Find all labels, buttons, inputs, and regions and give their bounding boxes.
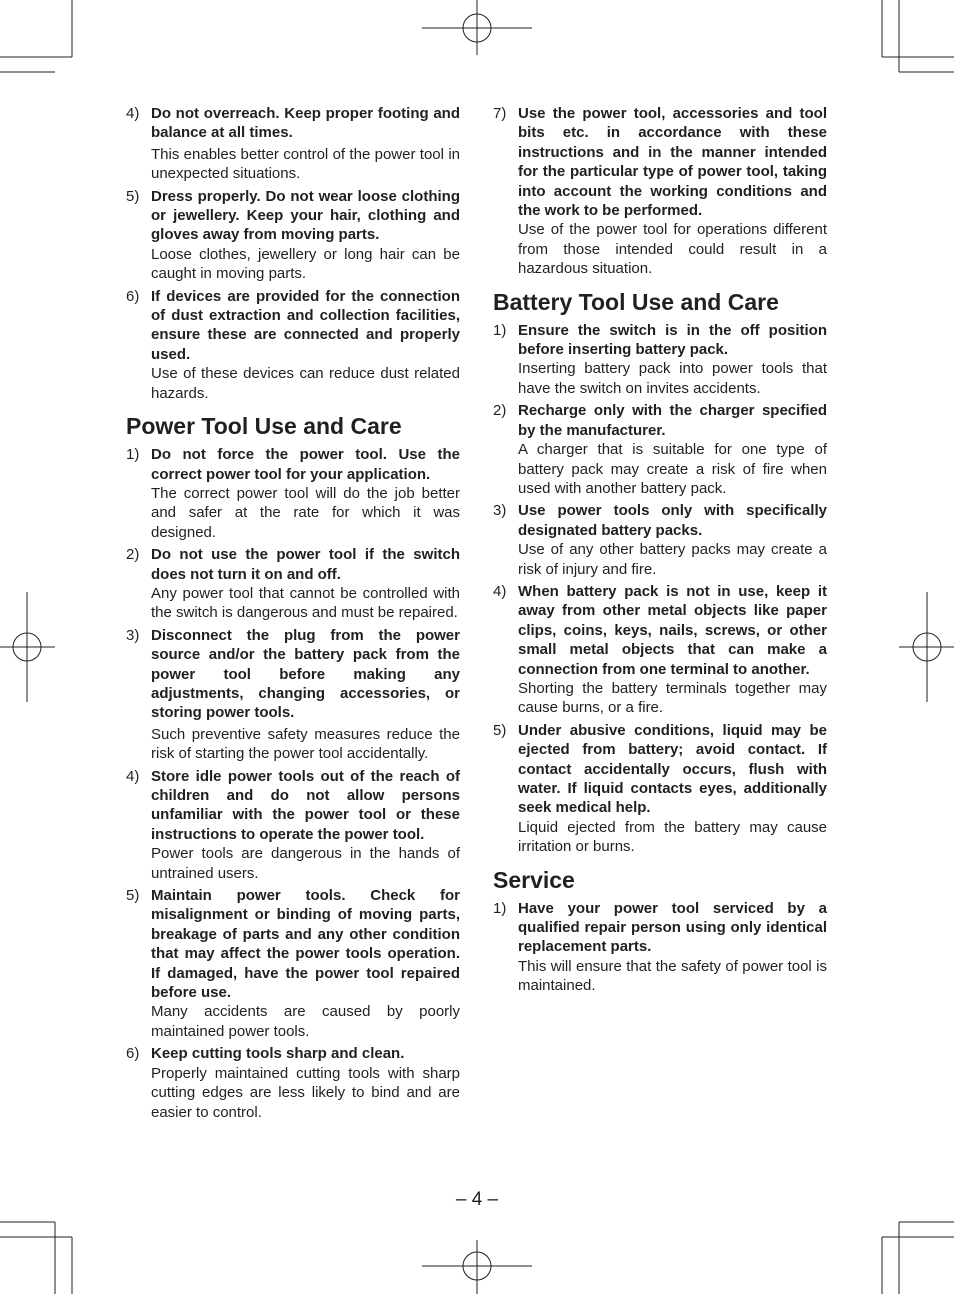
item-body: Loose clothes, jewellery or long hair can be caught in moving parts.	[151, 245, 460, 283]
list-service	[493, 899, 827, 996]
item-body: Use of the power tool for operations different from those intended could result in a hazardous situation.	[518, 221, 827, 278]
item-lead: Keep cutting tools sharp and clean.	[151, 1045, 405, 1063]
item-lead: Ensure the switch is in the off position before inserting battery pack.	[518, 321, 827, 359]
list-item	[493, 321, 827, 399]
item-lead: Maintain power tools. Check for misalignment or binding of moving parts, breakage of parts and any other condition that may affect the power tools operation. If damaged, have the power tool repaired before use.	[151, 887, 460, 1002]
list-battery	[493, 321, 827, 857]
item-number: 4)	[126, 767, 140, 785]
list-item	[126, 104, 460, 184]
item-number: 1)	[493, 899, 507, 917]
section-heading-battery: Battery Tool Use and Care	[493, 288, 779, 315]
item-number: 5)	[126, 887, 140, 905]
list-item	[493, 401, 827, 498]
item-lead: Disconnect the plug from the power source and/or the battery pack from the power tool before making any adjustments, changing accessories, or storing power tools.	[151, 626, 460, 722]
item-number: 1)	[126, 446, 140, 464]
item-body: Inserting battery pack into power tools that have the switch on invites accidents.	[518, 360, 827, 397]
list-item	[493, 104, 827, 279]
item-number: 6)	[126, 1045, 140, 1063]
item-body: Shorting the battery terminals together may cause burns, or a fire.	[518, 679, 827, 717]
list-continued-right	[493, 104, 827, 279]
item-lead: Do not overreach. Keep proper footing and balance at all times.	[151, 105, 460, 142]
item-body: Such preventive safety measures reduce the risk of starting the power tool accidentally.	[151, 725, 460, 763]
item-body: The correct power tool will do the job better and safer at the rate for which it was designed.	[151, 484, 460, 541]
item-lead: Use power tools only with specifically designated battery packs.	[518, 502, 827, 539]
list-power-tool	[126, 445, 460, 1122]
item-body: Liquid ejected from the battery may cause irritation or burns.	[518, 818, 827, 856]
list-item	[493, 721, 827, 857]
list-continued-left	[126, 104, 460, 403]
list-item	[126, 545, 460, 623]
list-item	[126, 886, 460, 1041]
item-number: 5)	[126, 187, 140, 205]
item-body: This enables better control of the power tool in unexpected situations.	[151, 145, 460, 183]
item-number: 1)	[493, 321, 507, 339]
section-heading-power-tool: Power Tool Use and Care	[126, 413, 402, 440]
item-lead: When battery pack is not in use, keep it away from other metal objects like paper clips, coins, keys, nails, screws, or other small metal objects that can make a connection from one terminal to another.	[518, 582, 827, 678]
item-lead: If devices are provided for the connection of dust extraction and collection facilities, ensure these are connected and properly used.	[151, 287, 460, 363]
item-body: Properly maintained cutting tools with sharp cutting edges are less likely to bind and are easier to control.	[151, 1064, 460, 1121]
item-body: A charger that is suitable for one type of battery pack may create a risk of fire when used with another battery pack.	[518, 441, 827, 497]
item-lead: Use the power tool, accessories and tool bits etc. in accordance with these instructions and in the manner intended for the particular type of power tool, taking into account the working conditions and the work to be performed.	[518, 105, 827, 220]
item-number: 2)	[126, 546, 140, 564]
page-number: – 4 –	[455, 1189, 499, 1210]
section-heading-service: Service	[493, 866, 575, 893]
left-column	[126, 104, 460, 1125]
item-number: 2)	[493, 402, 507, 420]
item-lead: Have your power tool serviced by a qualified repair person using only identical replacement parts.	[518, 899, 827, 956]
item-number: 7)	[493, 105, 507, 122]
list-item	[126, 287, 460, 403]
item-number: 5)	[493, 721, 507, 739]
list-item	[493, 582, 827, 718]
item-body: Power tools are dangerous in the hands of untrained users.	[151, 845, 460, 882]
right-column	[493, 104, 827, 999]
item-number: 3)	[126, 626, 140, 644]
item-body: This will ensure that the safety of power tool is maintained.	[518, 957, 827, 995]
item-body: Use of these devices can reduce dust related hazards.	[151, 365, 460, 402]
item-lead: Do not force the power tool. Use the correct power tool for your application.	[151, 446, 460, 483]
list-item	[493, 501, 827, 579]
item-number: 4)	[493, 582, 507, 600]
list-item	[493, 899, 827, 996]
item-number: 3)	[493, 502, 507, 520]
item-lead: Dress properly. Do not wear loose clothing or jewellery. Keep your hair, clothing and gloves away from moving parts.	[151, 187, 460, 244]
item-number: 6)	[126, 287, 140, 305]
list-item	[126, 626, 460, 764]
item-lead: Recharge only with the charger specified by the manufacturer.	[518, 402, 827, 439]
item-lead: Under abusive conditions, liquid may be ejected from battery; avoid contact. If contact accidentally occurs, flush with water. If liquid contacts eyes, additionally seek medical help.	[518, 721, 827, 817]
item-lead: Do not use the power tool if the switch does not turn it on and off.	[151, 546, 460, 583]
item-number: 4)	[126, 105, 140, 122]
item-body: Many accidents are caused by poorly maintained power tools.	[151, 1003, 460, 1040]
list-item	[126, 187, 460, 284]
list-item	[126, 445, 460, 542]
item-body: Use of any other battery packs may create a risk of injury and fire.	[518, 541, 827, 578]
item-body: Any power tool that cannot be controlled with the switch is dangerous and must be repaired.	[151, 584, 460, 622]
list-item	[126, 767, 460, 883]
list-item	[126, 1044, 460, 1122]
item-lead: Store idle power tools out of the reach of children and do not allow persons unfamiliar with the power tool or these instructions to operate the power tool.	[151, 767, 460, 843]
